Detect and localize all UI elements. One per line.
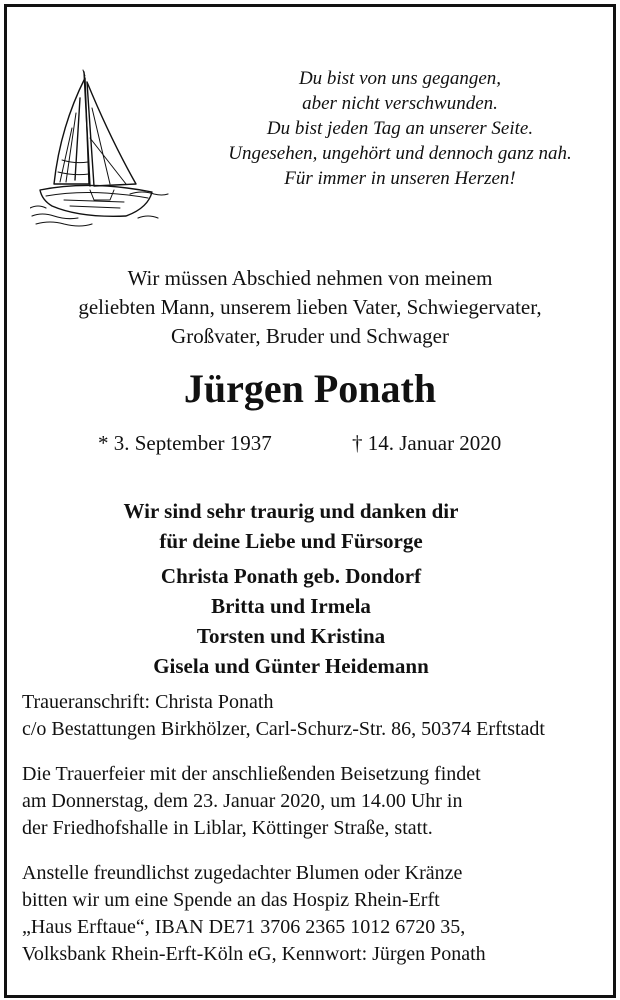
ceremony-line: Die Trauerfeier mit der anschließenden Beisetzung findet	[22, 763, 481, 785]
intro-line: Großvater, Bruder und Schwager	[171, 324, 449, 348]
family-signatures	[0, 561, 582, 681]
intro-line: Wir müssen Abschied nehmen von meinem	[127, 266, 493, 290]
poem-line: Für immer in unseren Herzen!	[284, 168, 516, 189]
thanks-line: für deine Liebe und Fürsorge	[159, 529, 423, 553]
donation-line: Anstelle freundlichst zugedachter Blumen oder Kränze	[22, 862, 463, 884]
donation-request	[22, 860, 612, 968]
deceased-name: Jürgen Ponath	[183, 366, 437, 411]
donation-line: Volksbank Rhein-Erft-Köln eG, Kennwort: Jürgen Ponath	[22, 943, 486, 965]
family-member: Torsten und Kristina	[196, 624, 386, 648]
address-line: Traueranschrift: Christa Ponath	[22, 691, 274, 713]
poem-line: Ungesehen, ungehört und dennoch ganz nah.	[228, 143, 572, 164]
thanks-message	[0, 496, 582, 556]
birth-date: * 3. September 1937	[98, 431, 272, 455]
family-member: Britta und Irmela	[211, 594, 371, 618]
thanks-line: Wir sind sehr traurig und danken dir	[123, 499, 459, 523]
poem-line: aber nicht verschwunden.	[302, 93, 498, 114]
donation-line: „Haus Erftaue“, IBAN DE71 3706 2365 1012 6720 35,	[22, 916, 466, 938]
family-member: Gisela und Günter Heidemann	[153, 654, 429, 678]
poem	[190, 66, 610, 191]
ceremony-line: am Donnerstag, dem 23. Januar 2020, um 14.00 Uhr in	[22, 790, 463, 812]
mourning-address	[22, 689, 612, 743]
family-member: Christa Ponath geb. Dondorf	[160, 564, 422, 588]
poem-line: Du bist von uns gegangen,	[298, 68, 502, 89]
death-date: † 14. Januar 2020	[352, 431, 502, 455]
ceremony-line: der Friedhofshalle in Liblar, Köttinger Straße, statt.	[22, 817, 433, 839]
funeral-ceremony-info	[22, 761, 612, 842]
poem-line: Du bist jeden Tag an unserer Seite.	[266, 118, 534, 139]
donation-line: bitten wir um eine Spende an das Hospiz Rhein-Erft	[22, 889, 440, 911]
intro-line: geliebten Mann, unserem lieben Vater, Schwiegervater,	[78, 295, 542, 319]
address-line: c/o Bestattungen Birkhölzer, Carl-Schurz-Str. 86, 50374 Erftstadt	[22, 718, 545, 740]
announcement-intro	[0, 264, 620, 351]
sailboat-icon	[30, 68, 170, 228]
